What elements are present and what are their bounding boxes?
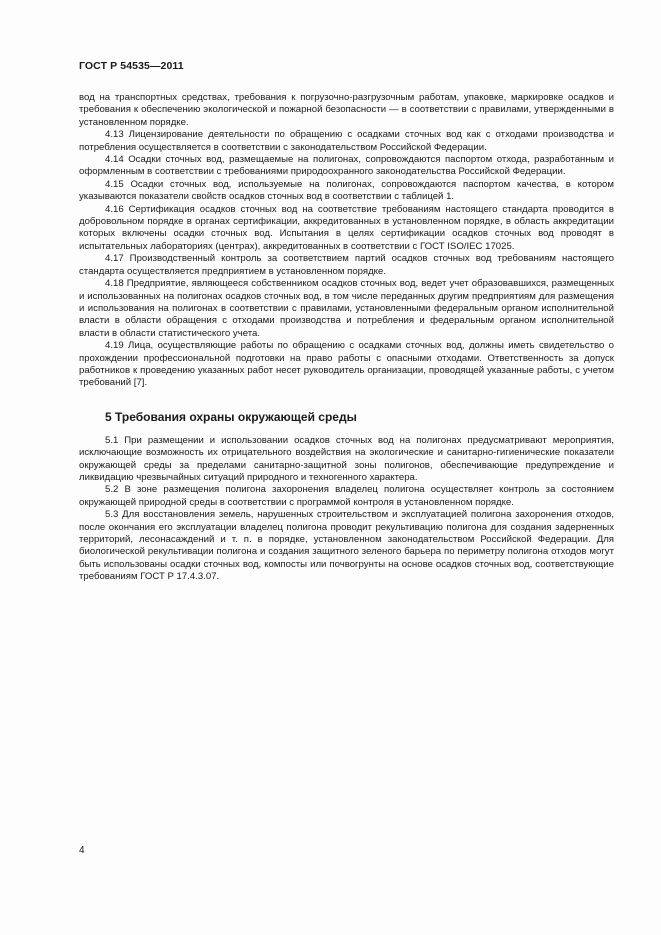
document-body	[79, 92, 614, 584]
paragraph-4-13: 4.13 Лицензирование деятельности по обращению с осадками сточных вод как с отходами производства и потребления осуществляется в соответствии с законодательством Российской Федерации.	[79, 129, 614, 153]
paragraph-5-3: 5.3 Для восстановления земель, нарушенных строительством и эксплуатацией полигона захоронения отходов, после окончания его эксплуатации владелец полигона проводит рекультивацию полигона для создания задерненных территорий, лесонасаждений и т. п. в порядке, установленном законодательством Российской Федерации. Для биологической рекультивации полигона и создания защитного зеленого барьера по периметру полигона отходов могут быть использованы осадки сточных вод, компосты или почвогрунты на основе осадков сточных вод, соответствующие требованиям ГОСТ Р 17.4.3.07.	[79, 509, 614, 583]
paragraph-4-16: 4.16 Сертификация осадков сточных вод на соответствие требованиям настоящего стандарта проводится в добровольном порядке в органах сертификации, аккредитованных в установленном порядке, в область аккредитации которых включены осадки сточных вод. Испытания в целях сертификации осадков сточных вод проводят в испытательных лабораториях (центрах), аккредитованных в соответствии с ГОСТ ISO/IEC 17025.	[79, 203, 614, 252]
paragraph-5-2: 5.2 В зоне размещения полигона захоронения владелец полигона осуществляет контроль за состоянием окружающей природной среды в соответствии с программой контроля в установленном порядке.	[79, 484, 614, 508]
page-number: 4	[79, 845, 85, 856]
paragraph-continuation: вод на транспортных средствах, требования к погрузочно-разгрузочным работам, упаковке, маркировке осадков и требования к обеспечению экологической и пожарной безопасности — в соответствии с правилами, утвержденными в установленном порядке.	[79, 92, 614, 128]
paragraph-4-18: 4.18 Предприятие, являющееся собственником осадков сточных вод, ведет учет образовавшихся, размещенных и использованных на полигонах осадков сточных вод, в том числе переданных другим предприятиям для размещения и использования на полигонах в соответствии с правилами, установленными федеральным органом исполнительной власти в области обращения с отходами производства и потребления и федеральным органом исполнительной власти в области статистического учета.	[79, 278, 614, 339]
section-heading: 5 Требования охраны окружающей среды	[105, 409, 357, 424]
paragraph-5-1: 5.1 При размещении и использовании осадков сточных вод на полигонах предусматривают мероприятия, исключающие возможность их отрицательного воздействия на экологические и санитарно-гигиенические показатели окружающей среды за пределами санитарно-защитной зоны полигонов, обеспечивающие предупреждение и ликвидацию чрезвычайных ситуаций природного и техногенного характера.	[79, 434, 614, 483]
paragraph-4-19: 4.19 Лица, осуществляющие работы по обращению с осадками сточных вод, должны иметь свидетельство о прохождении профессиональной подготовки на право работы с опасными отходами. Ответственность за допуск работников к проведению указанных работ несет руководитель организации, проводящей указанные работы, с учетом требований [7].	[79, 340, 614, 389]
paragraph-4-14: 4.14 Осадки сточных вод, размещаемые на полигонах, сопровождаются паспортом отхода, разработанным и оформленным в соответствии с требованиями природоохранного законодательства Российской Федерации.	[79, 154, 614, 178]
paragraph-4-15: 4.15 Осадки сточных вод, используемые на полигонах, сопровождаются паспортом качества, в котором указываются показатели свойств осадков сточных вод в соответствии с таблицей 1.	[79, 178, 614, 203]
standard-header: ГОСТ Р 54535—2011	[79, 60, 184, 72]
paragraph-4-17: 4.17 Производственный контроль за соответствием партий осадков сточных вод требованиям настоящего стандарта осуществляется предприятием в установленном порядке.	[79, 253, 614, 277]
